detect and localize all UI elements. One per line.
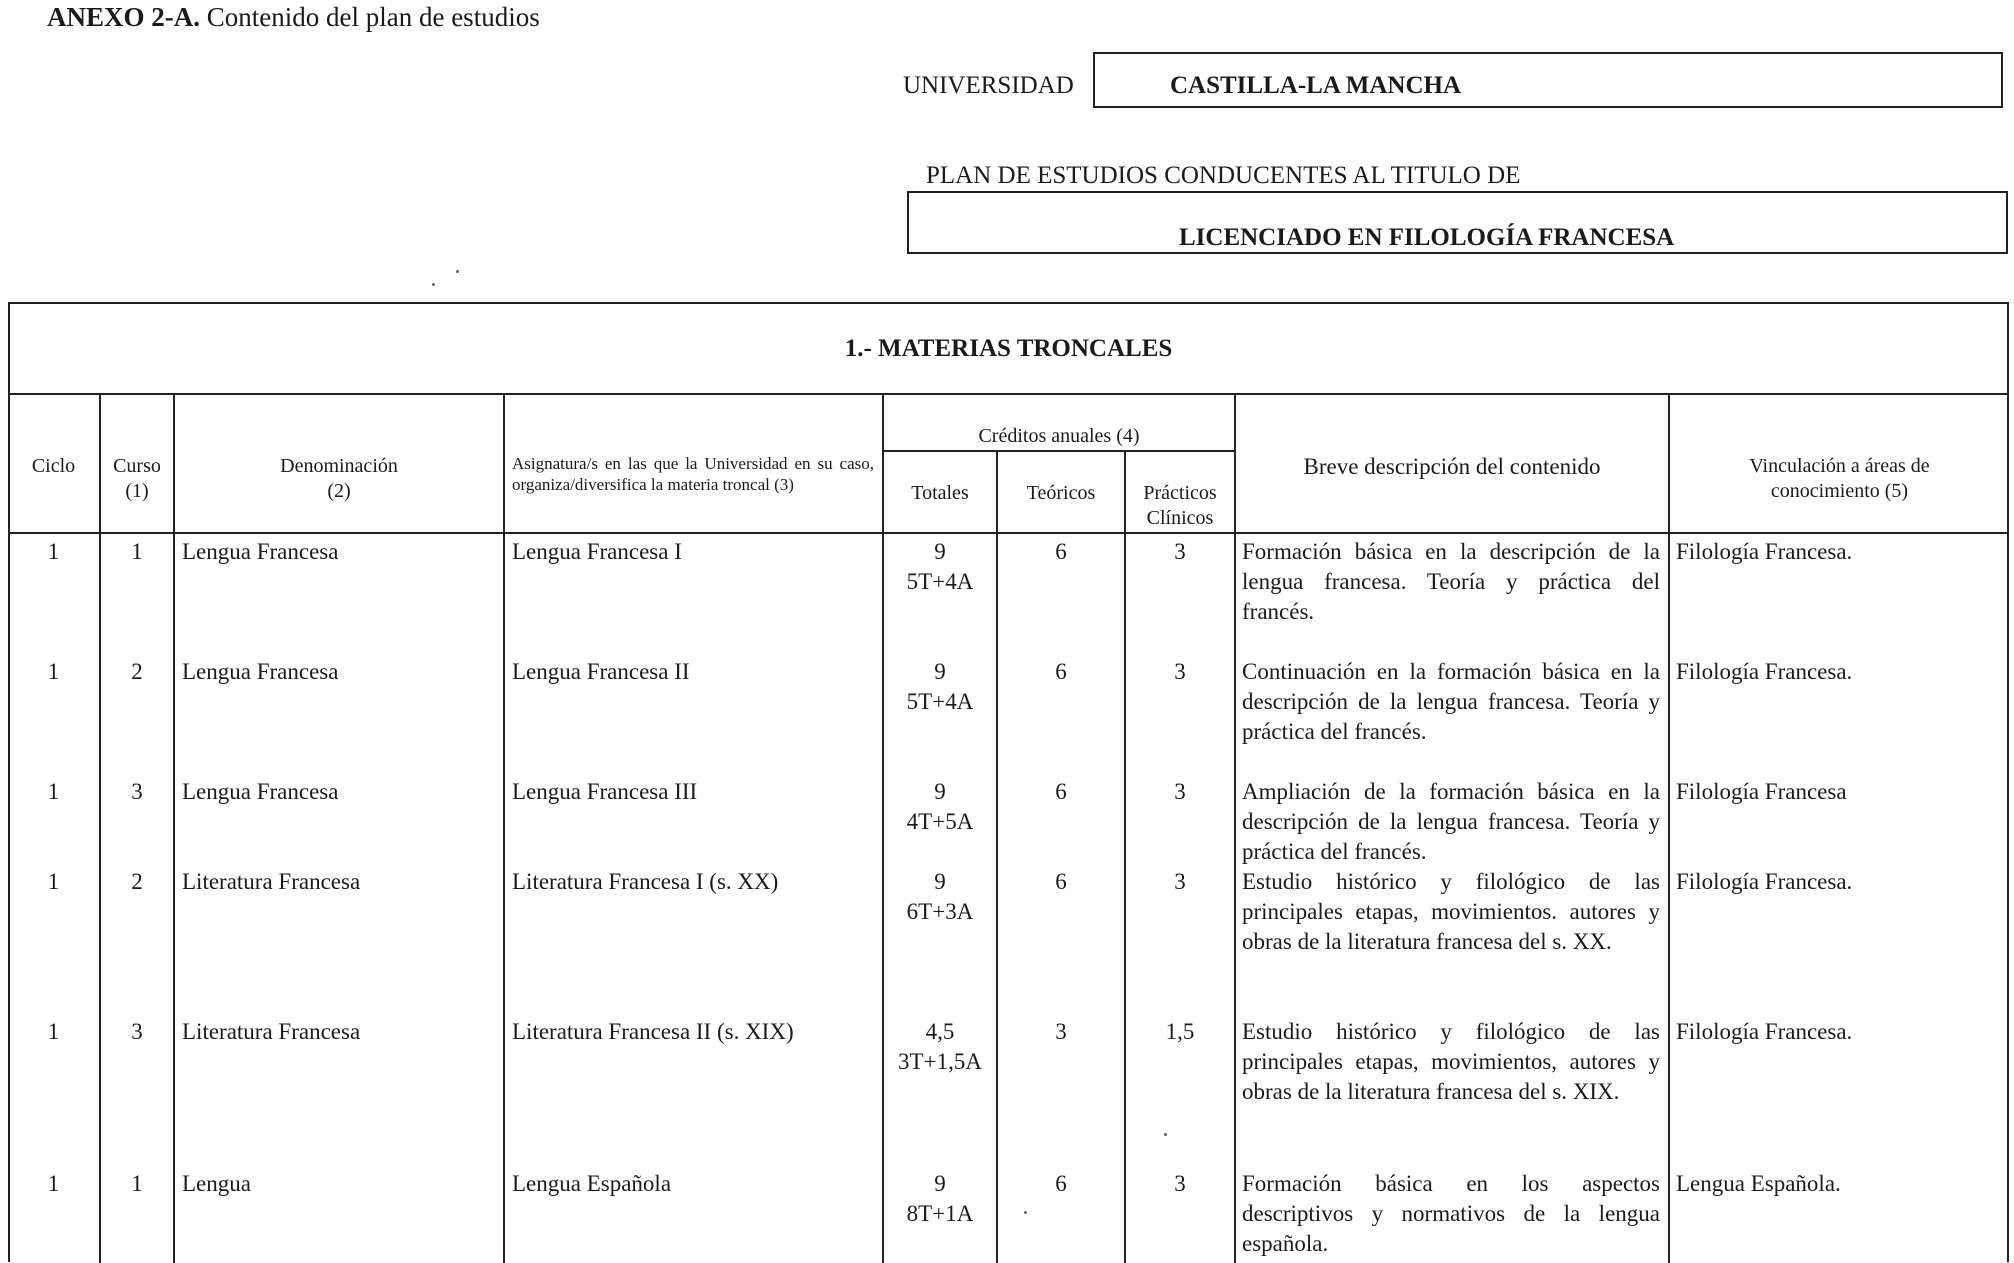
col-divider (1668, 393, 1670, 1263)
titulo-name: LICENCIADO EN FILOLOGÍA FRANCESA (1179, 224, 1675, 251)
totales-value: 9 (934, 869, 946, 894)
cell-practicos: 3 (1174, 779, 1186, 804)
universidad-label: UNIVERSIDAD (903, 72, 1074, 99)
totales-split: 4T+5A (906, 809, 974, 834)
scan-speck (432, 283, 435, 286)
col-header-practicos (1126, 481, 1234, 531)
section-title: 1.- MATERIAS TRONCALES (844, 335, 1173, 362)
cell-practicos: 3 (1174, 869, 1186, 894)
cell-practicos: 3 (1174, 1171, 1186, 1196)
cell-totales (884, 867, 996, 927)
totales-value: 9 (934, 539, 946, 564)
cell-teoricos: 6 (1055, 539, 1067, 564)
cell-teoricos: 6 (1055, 659, 1067, 684)
cell-teoricos: 6 (1055, 779, 1067, 804)
cell-asignatura: Lengua Francesa III (512, 779, 698, 804)
plan-label: PLAN DE ESTUDIOS CONDUCENTES AL TITULO DE (926, 162, 1521, 189)
cell-curso: 2 (131, 659, 143, 684)
cell-teoricos: 6 (1055, 869, 1067, 894)
cell-curso: 2 (131, 869, 143, 894)
col-header-ciclo: Ciclo (31, 455, 76, 477)
curso-note: (1) (125, 480, 149, 502)
col-header-asignaturas: Asignatura/s en las que la Universidad en su caso, organiza/diversifica la materia troncal (3) (512, 454, 874, 494)
cell-practicos: 3 (1174, 659, 1186, 684)
cell-vinculacion: Lengua Española. (1676, 1171, 1841, 1196)
col-header-creditos: Créditos anuales (4) (978, 425, 1140, 447)
col-header-totales: Totales (911, 482, 969, 504)
col-header-teoricos: Teóricos (1026, 482, 1096, 504)
creditos-divider (882, 450, 1234, 452)
clinicos-label: Clínicos (1146, 507, 1214, 529)
cell-asignatura: Literatura Francesa II (s. XIX) (512, 1019, 794, 1044)
cell-ciclo: 1 (47, 539, 60, 564)
totales-split: 8T+1A (906, 1201, 974, 1226)
denominacion-note: (2) (327, 480, 351, 502)
totales-value: 9 (934, 779, 946, 804)
totales-value: 4,5 (925, 1019, 955, 1044)
cell-ciclo: 1 (47, 1019, 60, 1044)
col-header-denominacion (175, 454, 503, 504)
cell-denominacion: Literatura Francesa (182, 1019, 361, 1044)
col-divider (1234, 393, 1236, 1263)
vinculacion-label: Vinculación a áreas de conocimiento (5) (1749, 455, 1930, 502)
cell-practicos: 1,5 (1165, 1019, 1195, 1044)
cell-totales (884, 537, 996, 597)
cell-curso: 1 (131, 539, 143, 564)
cell-teoricos: 6 (1055, 1171, 1067, 1196)
cell-practicos: 3 (1174, 539, 1186, 564)
cell-asignatura: Lengua Francesa I (512, 539, 682, 564)
cell-asignatura: Lengua Francesa II (512, 659, 690, 684)
section-divider (8, 393, 2009, 395)
cell-ciclo: 1 (47, 659, 60, 684)
cell-descripcion: Formación básica en la descripción de la lengua francesa. Teoría y práctica del francés. (1242, 539, 1660, 624)
cell-descripcion: Estudio histórico y filológico de las principales etapas, movimientos, autores y obras de la literatura francesa del s. XIX. (1242, 1019, 1660, 1104)
col-divider (1124, 450, 1126, 1263)
annex-title: Contenido del plan de estudios (200, 2, 540, 32)
cell-ciclo: 1 (47, 779, 60, 804)
cell-descripcion: Continuación en la formación básica en la descripción de la lengua francesa. Teoría y práctica del francés. (1242, 659, 1660, 744)
cell-denominacion: Lengua Francesa (182, 539, 339, 564)
cell-curso: 3 (131, 779, 143, 804)
scan-speck (1164, 1133, 1167, 1136)
totales-split: 5T+4A (906, 569, 974, 594)
totales-split: 3T+1,5A (898, 1049, 982, 1074)
cell-denominacion: Lengua (182, 1171, 251, 1196)
universidad-name: CASTILLA-LA MANCHA (1170, 72, 1462, 99)
cell-teoricos: 3 (1055, 1019, 1067, 1044)
totales-split: 6T+3A (906, 899, 974, 924)
cell-vinculacion: Filología Francesa. (1676, 869, 1853, 894)
cell-descripcion: Estudio histórico y filológico de las principales etapas, movimientos. autores y obras de la literatura francesa del s. XX. (1242, 869, 1660, 954)
cell-descripcion: Formación básica en los aspectos descriptivos y normativos de la lengua española. (1242, 1171, 1660, 1256)
cell-asignatura: Literatura Francesa I (s. XX) (512, 869, 779, 894)
cell-totales (884, 1017, 996, 1077)
cell-vinculacion: Filología Francesa. (1676, 1019, 1853, 1044)
scan-speck (456, 270, 459, 273)
totales-split: 5T+4A (906, 689, 974, 714)
cell-asignatura: Lengua Española (512, 1171, 672, 1196)
scan-speck (1024, 1211, 1027, 1214)
annex-heading (47, 2, 540, 33)
cell-ciclo: 1 (47, 869, 60, 894)
cell-ciclo: 1 (47, 1171, 60, 1196)
cell-vinculacion: Filología Francesa. (1676, 539, 1853, 564)
totales-value: 9 (934, 659, 946, 684)
col-divider (173, 393, 175, 1263)
practicos-label: Prácticos (1143, 482, 1217, 504)
col-header-vinculacion (1670, 454, 2009, 504)
annex-number: ANEXO 2-A. (47, 2, 200, 32)
col-header-curso (101, 454, 173, 504)
cell-denominacion: Lengua Francesa (182, 779, 339, 804)
cell-totales (884, 777, 996, 837)
cell-vinculacion: Filología Francesa (1676, 779, 1847, 804)
cell-curso: 3 (131, 1019, 143, 1044)
col-divider (503, 393, 505, 1263)
cell-totales (884, 657, 996, 717)
col-header-descripcion: Breve descripción del contenido (1303, 454, 1601, 479)
col-divider (996, 450, 998, 1263)
col-divider (99, 393, 101, 1263)
cell-denominacion: Literatura Francesa (182, 869, 361, 894)
header-divider (8, 532, 2009, 534)
cell-denominacion: Lengua Francesa (182, 659, 339, 684)
curso-label: Curso (113, 455, 161, 477)
cell-vinculacion: Filología Francesa. (1676, 659, 1853, 684)
cell-totales (884, 1169, 996, 1229)
cell-curso: 1 (131, 1171, 143, 1196)
denominacion-label: Denominación (280, 455, 398, 477)
totales-value: 9 (934, 1171, 946, 1196)
cell-descripcion: Ampliación de la formación básica en la descripción de la lengua francesa. Teoría y práctica del francés. (1242, 779, 1660, 864)
